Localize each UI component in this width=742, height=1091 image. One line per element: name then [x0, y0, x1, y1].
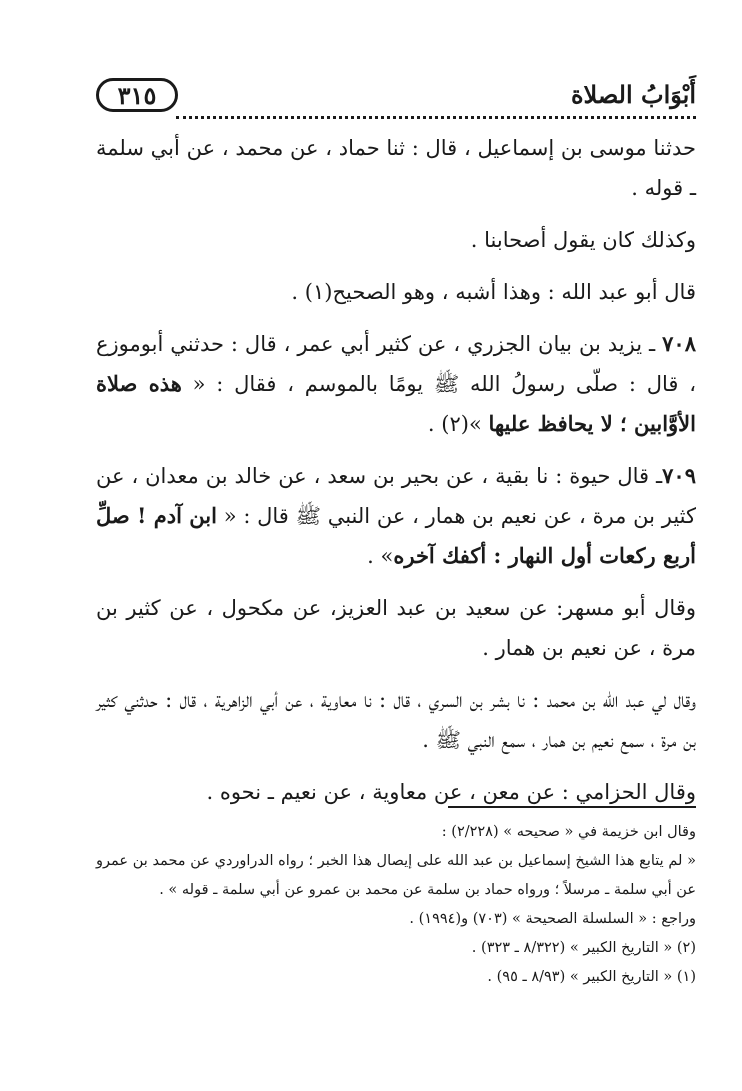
footnote-2: (٢) « التاريخ الكبير » (٨/٣٢٢ ـ ٣٢٣) . [471, 940, 696, 956]
footnote-line: وقال ابن خزيمة في « صحيحه » (٢/٢٢٨) : [441, 824, 696, 840]
hadith-close: » . [367, 544, 394, 568]
hadith-709 [96, 456, 696, 576]
footnote-line: « لم يتابع هذا الشيخ إسماعيل بن عبد الله على إيصال هذا الخبر ؛ رواه الدراوردي عن محمد بن عمرو عن أبي سلمة ـ مرسلاً ؛ ورواه حماد بن سلمة عن محمد بن عمرو عن أبي سلمة ـ قوله » . [96, 853, 696, 898]
paragraph: حدثنا موسى بن إسماعيل ، قال : ثنا حماد ، عن محمد ، عن أبي سلمة ـ قوله . [96, 136, 696, 200]
hadith-text: هذه صلاة الأوَّابين ؛ لا يحافظ عليها [96, 371, 696, 436]
hadith-708 [96, 324, 696, 444]
running-title: أَبْوَابُ الصلاة [570, 80, 696, 109]
footnote-1: (١) « التاريخ الكبير » (٨/٩٣ ـ ٩٥) . [487, 969, 696, 985]
paragraph: وكذلك كان يقول أصحابنا . [470, 228, 696, 252]
main-text [96, 128, 696, 824]
page-header [96, 78, 696, 120]
footnotes [96, 818, 696, 992]
paragraph: وقال لي عبد الله بن محمد : نا بشر بن السري ، قال : نا معاوية ، عن أبي الزاهرية ، قال : حدثني كثير بن مرة ، سمع نعيم بن همار ، سمع النبي ﷺ . [96, 688, 696, 752]
hadith-close: »(٢) . [427, 412, 489, 436]
hadith-chain: ـ قال حيوة : نا بقية ، عن بحير بن سعد ، عن خالد بن معدان ، عن كثير بن مرة ، عن نعيم بن همار ، عن النبي ﷺ قال : « [96, 464, 696, 528]
hadith-chain: ـ يزيد بن بيان الجزري ، عن كثير أبي عمر ، قال : حدثني أبوموزع ، قال : صلّى رسولُ الله ﷺ يومًا بالموسم ، فقال : « [96, 332, 696, 396]
footnote-rule [448, 806, 696, 808]
header-rule [176, 116, 696, 119]
hadith-text: ابن آدم ! صلِّ أربع ركعات أول النهار : أكفك آخره [96, 503, 696, 568]
page-number: ٣١٥ [96, 78, 178, 112]
paragraph: قال أبو عبد الله : وهذا أشبه ، وهو الصحيح(١) . [291, 280, 696, 304]
hadith-number: ٧٠٩ [662, 463, 696, 488]
paragraph: وقال الحزامي : عن معن ، عن معاوية ، عن نعيم ـ نحوه . [206, 780, 696, 804]
footnote-line: وراجع : « السلسلة الصحيحة » (٧٠٣) و(١٩٩٤) . [409, 911, 696, 927]
hadith-number: ٧٠٨ [662, 331, 696, 356]
paragraph: وقال أبو مسهر: عن سعيد بن عبد العزيز، عن مكحول ، عن كثير بن مرة ، عن نعيم بن همار . [96, 596, 696, 660]
